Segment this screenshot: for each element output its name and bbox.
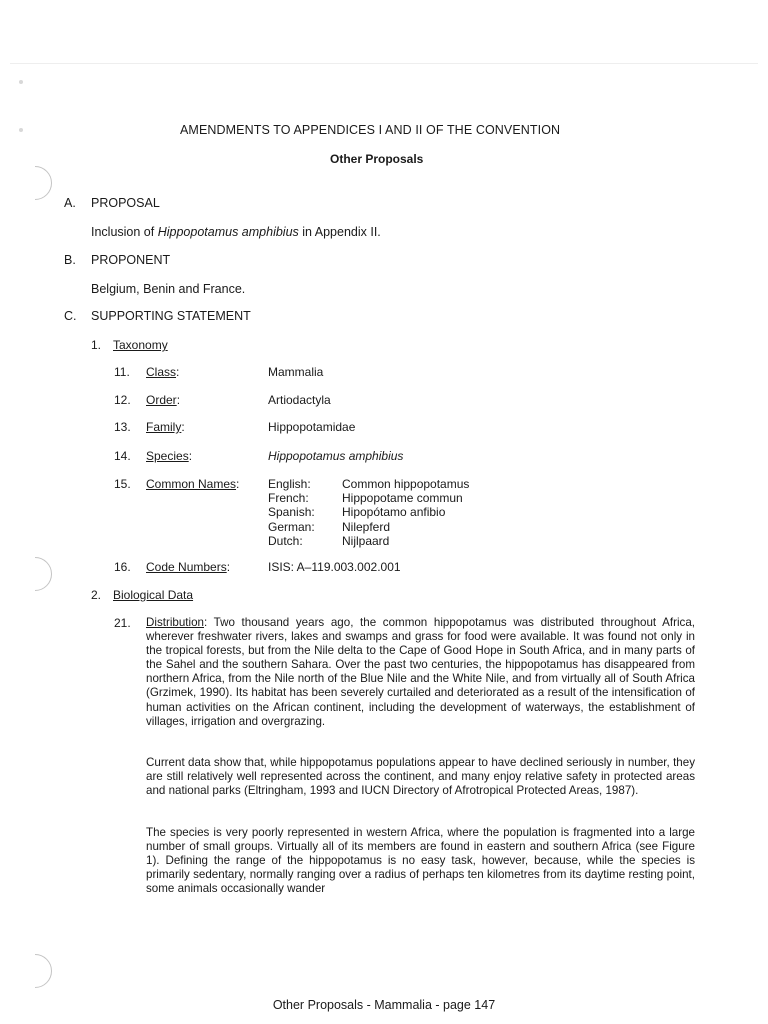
common-names-label: Common Names	[146, 477, 237, 491]
code-numbers-value: ISIS: A–119.003.002.001	[268, 560, 401, 574]
code-numbers-num: 16.	[114, 560, 131, 574]
species-value: Hippopotamus amphibius	[268, 449, 404, 463]
scan-speck	[19, 80, 23, 84]
taxonomy-row-label	[146, 420, 185, 434]
distribution-paragraph	[146, 616, 695, 729]
code-numbers-label: Code Numbers	[146, 560, 227, 574]
proposal-text-before: Inclusion of	[91, 225, 158, 239]
language-label: Dutch:	[268, 533, 303, 548]
distribution-num: 21.	[114, 616, 131, 630]
taxonomy-row-num: 14.	[114, 449, 131, 463]
section-c-letter: C.	[64, 309, 77, 323]
order-value: Artiodactyla	[268, 393, 331, 407]
taxonomy-row-num: 11.	[114, 365, 130, 379]
taxonomy-row-label	[146, 449, 192, 463]
proposal-text-after: in Appendix II.	[298, 225, 381, 239]
punch-hole-icon	[18, 954, 52, 988]
language-label: German:	[268, 519, 315, 534]
biological-number: 2.	[91, 588, 102, 602]
common-name: Common hippopotamus	[342, 477, 470, 491]
taxonomy-row-num: 13.	[114, 420, 131, 434]
family-label: Family	[146, 420, 182, 434]
common-names-values	[342, 477, 469, 548]
distribution-label: Distribution	[146, 616, 204, 629]
taxonomy-row-label	[146, 365, 179, 379]
common-names-num: 15.	[114, 477, 131, 491]
label-colon: :	[176, 365, 180, 379]
taxonomy-number: 1.	[91, 338, 102, 352]
language-label: French:	[268, 491, 309, 506]
document-subtitle: Other Proposals	[330, 152, 424, 166]
class-value: Mammalia	[268, 365, 324, 379]
code-numbers-label-row	[146, 560, 230, 574]
common-name: Nijlpaard	[342, 533, 390, 548]
section-b-letter: B.	[64, 253, 76, 267]
label-colon: :	[176, 393, 181, 407]
biological-heading: Biological Data	[113, 588, 194, 602]
punch-hole-icon	[18, 557, 52, 591]
proponent-text: Belgium, Benin and France.	[91, 282, 246, 296]
document-title: AMENDMENTS TO APPENDICES I AND II OF THE CONVENTION	[180, 123, 561, 137]
label-colon: :	[236, 477, 240, 491]
taxonomy-row-label	[146, 393, 180, 407]
order-label: Order	[146, 393, 177, 407]
proposal-species: Hippopotamus amphibius	[157, 225, 299, 239]
common-names-label-row	[146, 477, 239, 491]
class-label: Class	[146, 365, 177, 379]
taxonomy-row-num: 12.	[114, 393, 131, 407]
scan-speck	[19, 128, 23, 132]
section-b-heading: PROPONENT	[91, 253, 171, 267]
common-name: Nilepferd	[342, 519, 391, 534]
label-colon: :	[226, 560, 231, 574]
scan-top-edge	[10, 63, 758, 64]
family-value: Hippopotamidae	[268, 420, 356, 434]
section-a-letter: A.	[64, 196, 76, 210]
label-colon: :	[188, 449, 193, 463]
taxonomy-heading: Taxonomy	[113, 338, 168, 352]
punch-hole-icon	[18, 166, 52, 200]
language-label: Spanish:	[268, 505, 315, 520]
distribution-text: : Two thousand years ago, the common hippopotamus was distributed throughout Africa, wherever freshwater rivers, lakes and swamps and grass for food were available. It was found not only in the tropical forests, but from the Nile delta to the Cape of Good Hope in South Africa, and in many parts of the Sahel and the southern Sahara. Over the past two centuries, the hippopotamus has disappeared from northern Africa, from the Nile north of the Blue Nile and the White Nile, and from virtually all of South Africa (Grzimek, 1990). Its habitat has been severely curtailed and deteriorated as a result of the intensification of human activities on the African continent, including the development of waterways, the establishment of villages, irrigation and overgrazing.	[146, 616, 695, 728]
common-name: Hipopótamo anfibio	[342, 505, 446, 520]
proposal-text	[91, 225, 381, 239]
label-colon: :	[181, 420, 185, 434]
common-names-languages	[268, 477, 315, 548]
section-c-heading: SUPPORTING STATEMENT	[91, 309, 251, 323]
common-name: Hippopotame commun	[342, 491, 463, 506]
population-paragraph: Current data show that, while hippopotamus populations appear to have declined seriously in number, they are still relatively well represented across the continent, and many enjoy relative safety in protected areas and national parks (Eltringham, 1993 and IUCN Directory of Afrotropical Protected Areas, 1987).	[146, 756, 695, 798]
species-label: Species	[146, 449, 189, 463]
page-footer: Other Proposals - Mammalia - page 147	[272, 998, 496, 1012]
western-africa-paragraph: The species is very poorly represented in western Africa, where the population is fragmented into a large number of small groups. Virtually all of its members are found in eastern and southern Africa (see Figure 1). Defining the range of the hippopotamus is no easy task, however, because, while the species is primarily sedentary, normally ranging over a radius of perhaps ten kilometres from its daytime resting point, some animals occasionally wander	[146, 826, 695, 896]
section-a-heading: PROPOSAL	[91, 196, 160, 210]
language-label: English:	[268, 477, 311, 491]
